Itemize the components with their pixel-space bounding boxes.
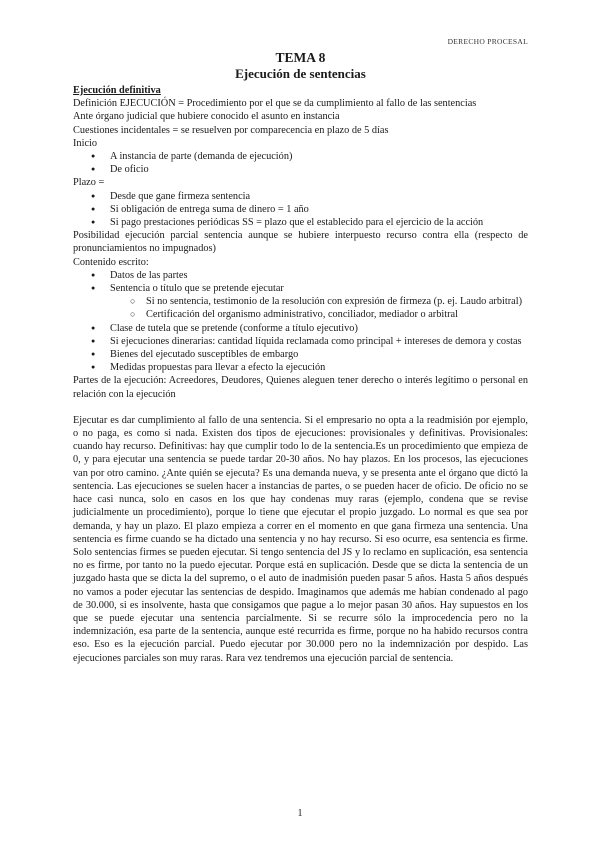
list-item: ● Si obligación de entrega suma de dinero = 1 año [73, 203, 528, 216]
court-line: Ante órgano judicial que hubiere conocido el asunto en instancia [73, 111, 340, 123]
list-item: ● Bienes del ejecutado susceptibles de embargo [73, 348, 528, 361]
list-item [73, 282, 528, 322]
page-number: 1 [297, 808, 303, 819]
partial-execution-line: Posibilidad ejecución parcial sentencia aunque se hubiere interpuesto recurso contra ella (respecto de pronunciamientos no impugnados) [73, 230, 528, 255]
page-content [73, 50, 528, 665]
section-heading: Ejecución definitiva [73, 85, 161, 96]
list-item: ● Medidas propuestas para llevar a efecto la ejecución [73, 361, 528, 374]
list-item: ● Clase de tutela que se pretende (conforme a título ejecutivo) [73, 322, 528, 335]
sub-list-item: ○ Si no sentencia, testimonio de la resolución con expresión de firmeza (p. ej. Laudo arbitral) [110, 295, 528, 308]
inicio-list [73, 150, 528, 176]
body-paragraph: Ejecutar es dar cumplimiento al fallo de una sentencia. Si el empresario no opta a la readmisión por ejemplo, o no paga, es como si nada. Existen dos tipos de ejecuciones: provisionales y definitivas. Provisionales: cuando hay recurso. Definitivas: hay que cumplir todo lo de la sentencia.Es un procedimiento que empieza de 0, y para ejecutar una sentencia se puede tardar 20-30 años. No hay plazos. En los procesos, las ejecuciones van por otro camino. ¿Ante quién se ejecuta? Es una demanda nueva, y se presenta ante el órgano que dictó la sentencia. Las ejecuciones se suelen hacer a instancias de partes, o se pueden hacer de oficio. De oficio no se hace casi nunca, solo en casos en los que hay condenas muy raras (ejemplo, condena que se revise judicialmente un procedimiento), porque lo tiene que ejecutar el propio juzgado. Lo normal es que sea por demanda, y hay un plazo. El plazo empieza a correr en el momento en que gana firmeza una sentencia. Una sentencia es firme cuando se ha dictado una sentencia y no hay recurso. Si eso ocurre, esa sentencia es firme. Solo sentencias firmes se pueden ejecutar. Si tengo sentencia del JS y lo reclamo en suplicación, esa sentencia no es firme, por tanto no la puedo ejecutar. Porque está en suplicación. Desde que se dicta la sentencia de un juzgado hasta que se dicta la del supremo, o el auto de inadmisión pueden pasar 5 años. Hasta 5 años después no vamos a poder ejecutar las sentencias de despido. Imaginamos que además me habían condenado al pago de 30.000, si es insolvente, hasta que consigamos que pague a lo mejor pasan 30 años. Hay supuestos en los que se puede ejecutar una sentencia parcialmente. Si se recurre sólo la improcedencia pero no la indemnización, esa parte de la sentencia, aunque esté recurrida es firme, porque no ha habido recursos contra eso. Eso es la ejecución parcial. Puedo ejecutar por 30.000 pero no la indemnización por despido. Las ejecuciones parciales son muy raras. Rara vez tendremos una ejecución parcial de sentencia. [73, 414, 528, 664]
plazo-label: Plazo = [73, 177, 105, 189]
list-item: ● Si pago prestaciones periódicas SS = plazo que el establecido para el ejercicio de la acción [73, 216, 528, 229]
contenido-list [73, 269, 528, 375]
plazo-list [73, 190, 528, 230]
sub-list-item: ○ Certificación del organismo administrativo, conciliador, mediador o arbitral [110, 308, 528, 321]
incidental-line: Cuestiones incidentales = se resuelven por comparecencia en plazo de 5 días [73, 124, 389, 136]
parties-line: Partes de la ejecución: Acreedores, Deudores, Quienes aleguen tener derecho o interés legítimo o personal en relación con la ejecución [73, 375, 528, 400]
definition-line: Definición EJECUCIÓN = Procedimiento por el que se da cumplimiento al fallo de las sentencias [73, 98, 477, 110]
document-title: TEMA 8 [275, 50, 326, 65]
sub-list [110, 295, 528, 321]
list-item: ● Si ejecuciones dinerarias: cantidad líquida reclamada como principal + intereses de demora y costas [73, 335, 528, 348]
spacer [73, 401, 528, 414]
list-item-label: Sentencia o título que se pretende ejecutar [110, 283, 284, 295]
list-item: ● A instancia de parte (demanda de ejecución) [73, 150, 528, 163]
list-item: ● Desde que gane firmeza sentencia [73, 190, 528, 203]
contenido-label: Contenido escrito: [73, 256, 149, 268]
inicio-label: Inicio [73, 137, 98, 149]
list-item: ● Datos de las partes [73, 269, 528, 282]
list-item: ● De oficio [73, 163, 528, 176]
running-header: DERECHO PROCESAL [447, 37, 528, 46]
document-subtitle: Ejecución de sentencias [235, 66, 366, 81]
